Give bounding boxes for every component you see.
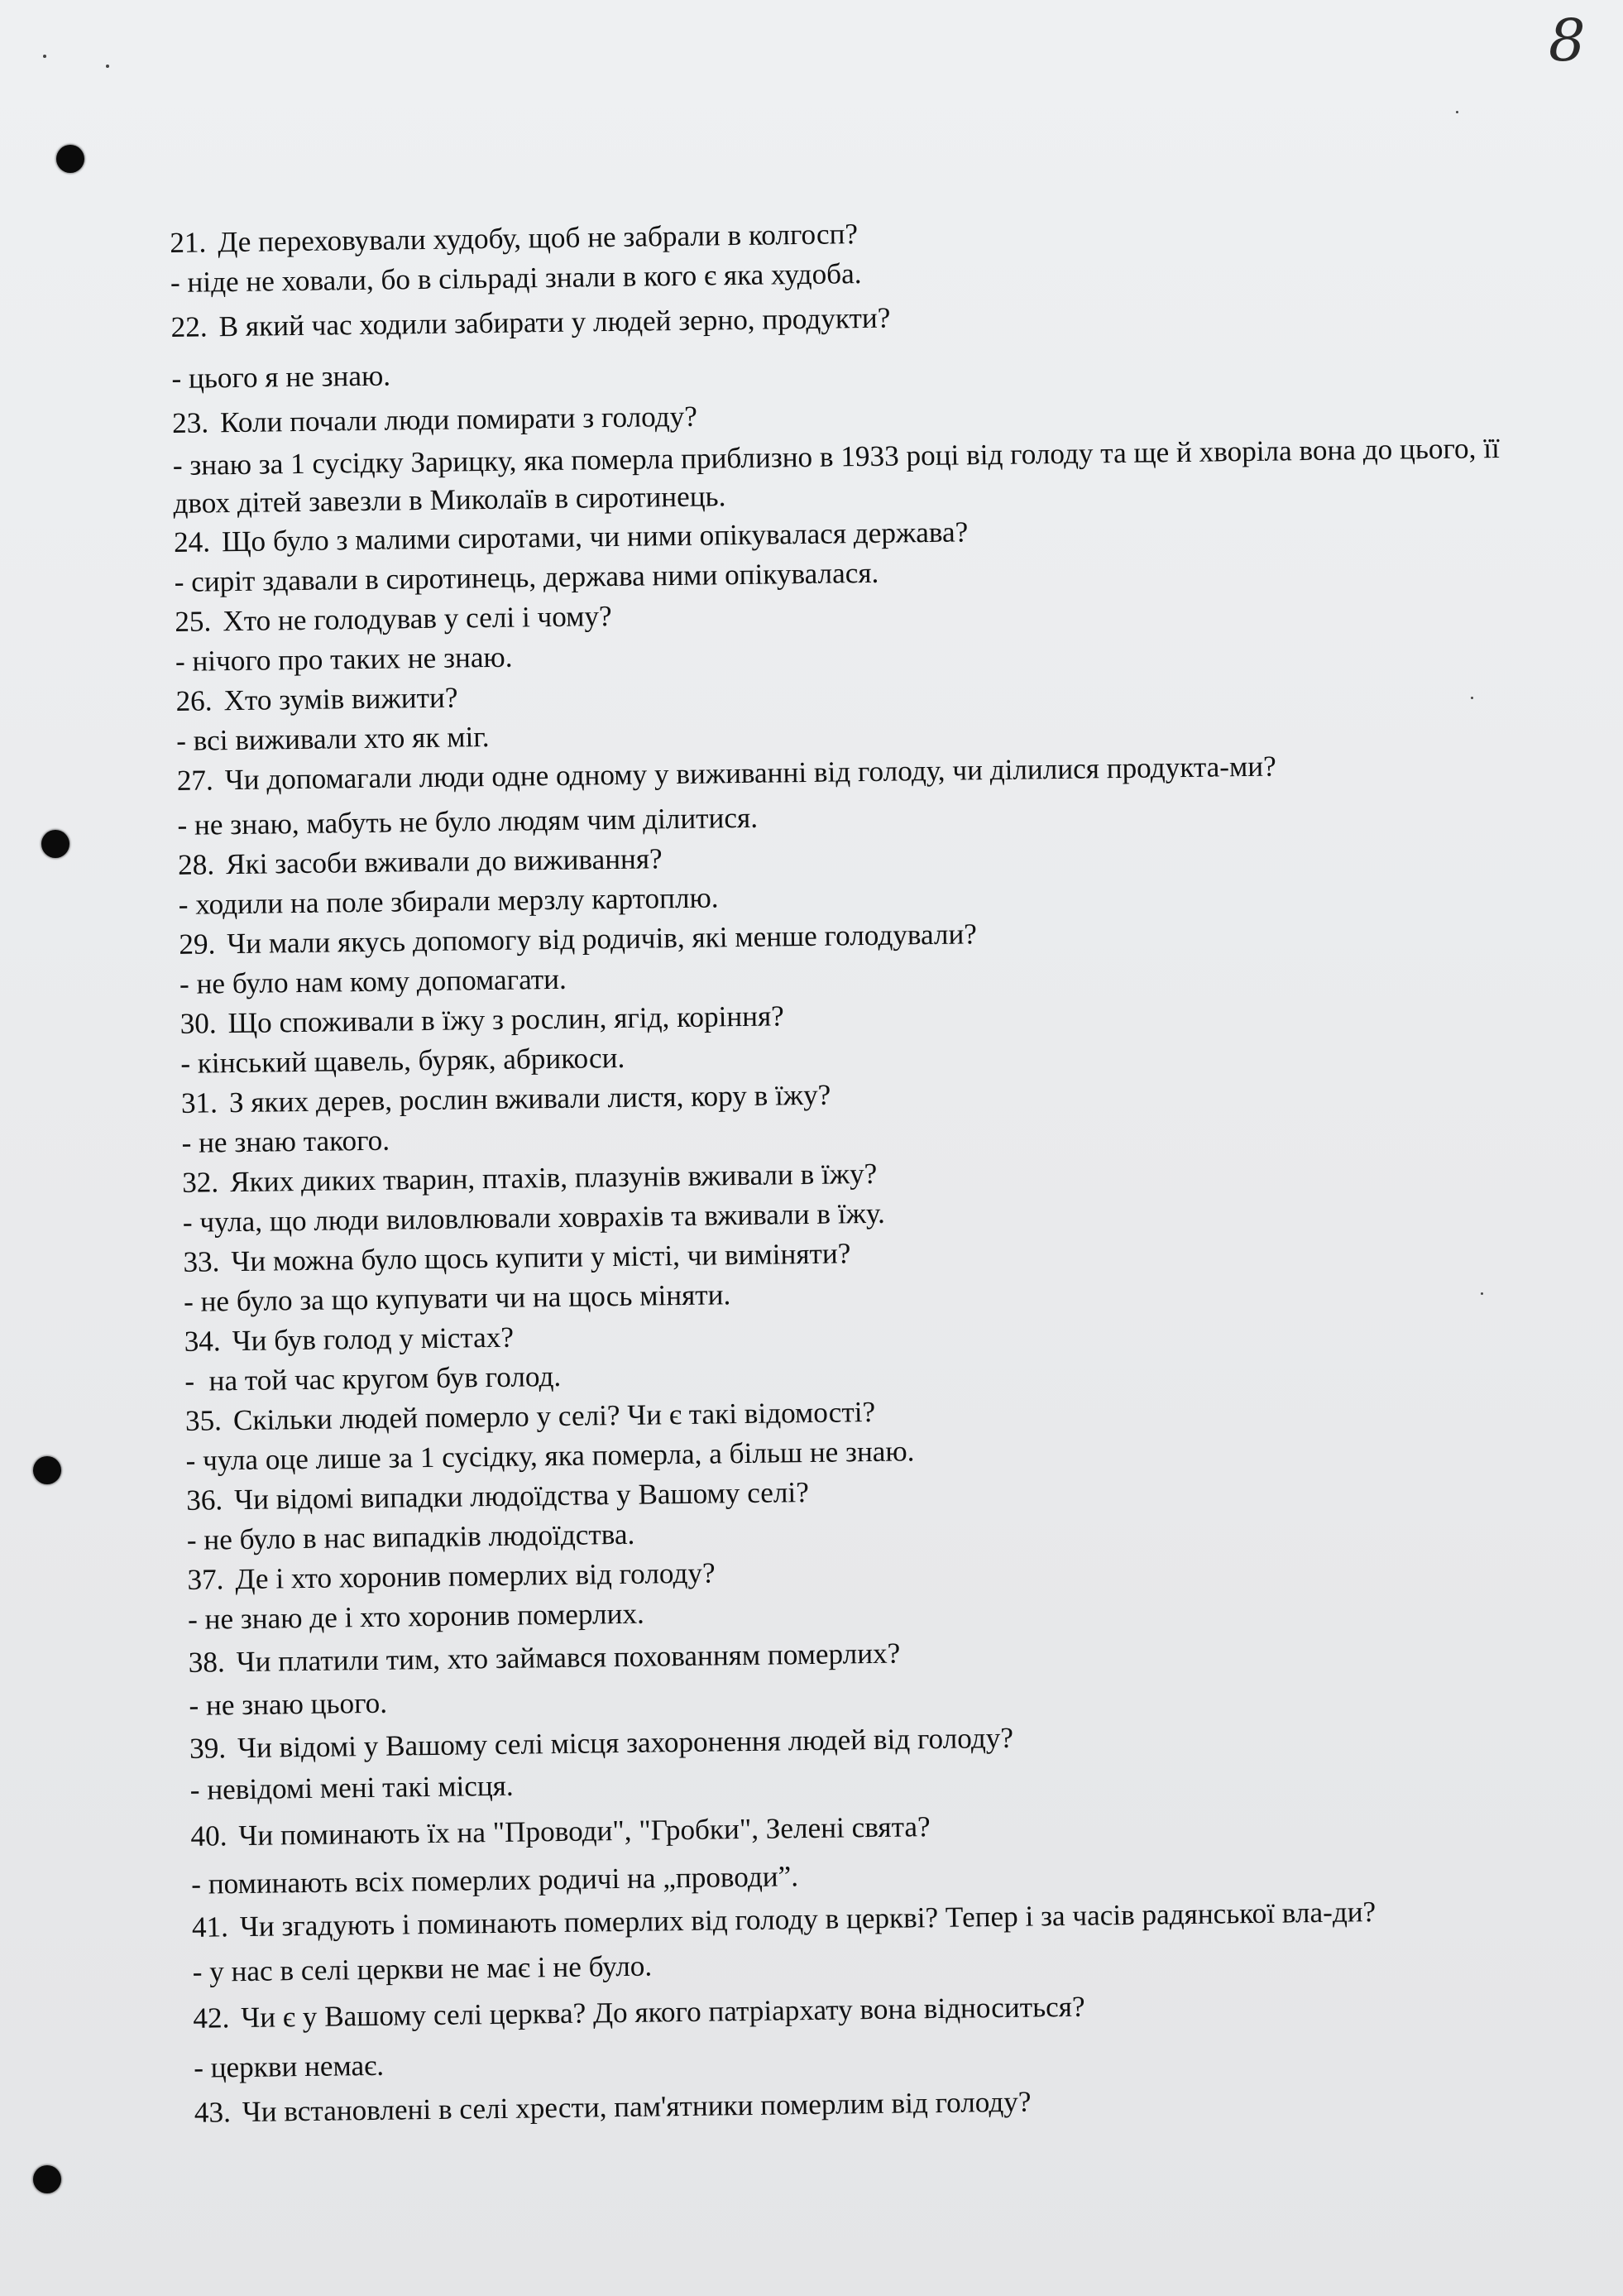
question-number: 30. bbox=[180, 1007, 217, 1040]
question-number: 34. bbox=[184, 1325, 221, 1358]
answer: - поминають всіх померлих родичі на „проводи”. bbox=[191, 1860, 799, 1901]
question-text: Чи платили тим, хто займався похованням померлих? bbox=[236, 1637, 901, 1679]
answer: - не знаю цього. bbox=[189, 1686, 388, 1722]
questionnaire-list bbox=[170, 205, 1584, 2133]
question-text: Чи відомі у Вашому селі місця захоронення людей від голоду? bbox=[237, 1721, 1014, 1765]
question-number: 41. bbox=[191, 1910, 229, 1944]
question-number: 37. bbox=[187, 1563, 224, 1596]
paper-speck bbox=[43, 55, 46, 58]
question-number: 39. bbox=[189, 1732, 227, 1765]
question-number: 40. bbox=[190, 1819, 227, 1853]
question-text: Що було з малими сиротами, чи ними опікувалася держава? bbox=[221, 515, 969, 558]
question-number: 36. bbox=[185, 1484, 223, 1517]
punch-hole-2 bbox=[41, 830, 69, 858]
question-number: 43. bbox=[194, 2096, 232, 2129]
question-text: Чи встановлені в селі хрести, пам'ятники померлим від голоду? bbox=[242, 2085, 1032, 2129]
question-text: Чи допомагали люди одне одному у виживанні від голоду, чи ділилися продукта-ми? bbox=[224, 750, 1276, 797]
question-number: 42. bbox=[193, 2001, 230, 2035]
question-number: 24. bbox=[173, 525, 211, 558]
question-number: 28. bbox=[177, 848, 215, 881]
question-text: З яких дерев, рослин вживали листя, кору в їжу? bbox=[228, 1078, 831, 1119]
questionnaire-item bbox=[188, 1625, 1578, 1726]
answer: - всі виживали хто як міг. bbox=[175, 720, 490, 757]
answer: - не було в нас випадків людоїдства. bbox=[186, 1517, 635, 1556]
question-text: Які засоби вживали до виживання? bbox=[225, 842, 663, 881]
question-number: 32. bbox=[181, 1166, 219, 1199]
question-text: Чи поминають їх на "Проводи", "Гробки", Зелені свята? bbox=[238, 1810, 931, 1853]
question-text: Хто зумів вижити? bbox=[223, 681, 458, 717]
paper-speck bbox=[1456, 111, 1458, 113]
punch-hole-3 bbox=[33, 1456, 61, 1484]
question-text: Яких диких тварин, птахів, плазунів вживали в їжу? bbox=[229, 1157, 878, 1199]
question-text: Чи можна було щось купити у місті, чи виміняти? bbox=[231, 1237, 851, 1278]
answer: - у нас в селі церкви не має і не було. bbox=[192, 1949, 653, 1988]
question-number: 26. bbox=[175, 684, 213, 717]
answer: - цього я не знаю. bbox=[171, 359, 391, 395]
answer: - невідомі мені такі місця. bbox=[189, 1769, 514, 1806]
question-text: Що споживали в їжу з рослин, ягід, коріння? bbox=[227, 999, 785, 1040]
question-text: Де переховували худобу, щоб не забрали в колгосп? bbox=[218, 218, 859, 259]
question-text: Скільки людей померло у селі? Чи є такі відомості? bbox=[232, 1395, 876, 1437]
answer: - не знаю, мабуть не було людям чим ділитися. bbox=[177, 801, 759, 841]
questionnaire-item bbox=[192, 1890, 1582, 1992]
question-text: Чи був голод у містах? bbox=[232, 1321, 515, 1358]
handwritten-page-number: 8 bbox=[1549, 7, 1586, 74]
answer: - не знаю такого. bbox=[181, 1124, 390, 1159]
answer: - церкви немає. bbox=[193, 2049, 385, 2084]
question-number: 25. bbox=[175, 605, 212, 638]
answer: - знаю за 1 сусідку Зарицку, яка померла приблизно в 1933 році від голоду та ще й хворіла вона до цього, її двох дітей завезли в Миколаїв в сиротинець. bbox=[172, 431, 1501, 520]
questionnaire-item bbox=[170, 290, 1561, 399]
questionnaire-item bbox=[190, 1799, 1581, 1905]
question-text: В який час ходили забирати у людей зерно, продукти? bbox=[218, 301, 891, 343]
answer: - чула оце лише за 1 сусідку, яка померла, а більш не знаю. bbox=[185, 1435, 915, 1477]
question-number: 38. bbox=[188, 1646, 226, 1679]
paper-speck bbox=[106, 65, 109, 68]
question-number: 33. bbox=[183, 1245, 220, 1278]
question-text: Чи мали якусь допомогу від родичів, які менше голодували? bbox=[227, 918, 978, 961]
questionnaire-item bbox=[172, 386, 1563, 523]
question-number: 23. bbox=[171, 406, 209, 439]
question-number: 31. bbox=[180, 1086, 218, 1119]
answer: - на той час кругом був голод. bbox=[184, 1359, 562, 1397]
questionnaire-item bbox=[193, 1981, 1583, 2088]
answer: - ніде не ховали, бо в сільраді знали в кого є яка худоба. bbox=[170, 257, 862, 299]
question-text: Коли почали люди помирати з голоду? bbox=[219, 400, 698, 439]
question-number: 35. bbox=[184, 1404, 223, 1437]
answer: - чула, що люди виловлювали ховрахів та вживали в їжу. bbox=[182, 1196, 886, 1239]
answer: - кінський щавель, буряк, абрикоси. bbox=[180, 1041, 625, 1080]
questionnaire-item bbox=[189, 1711, 1580, 1810]
question-text: Чи відомі випадки людоїдства у Вашому селі? bbox=[233, 1476, 810, 1517]
question-text: Чи згадують і поминають померлих від голоду в церкві? Тепер і за часів радянської вла-ди? bbox=[239, 1896, 1376, 1944]
answer: - не було за що купувати чи на щось міняти. bbox=[183, 1278, 731, 1318]
question-number: 21. bbox=[170, 226, 207, 259]
answer: - сиріт здавали в сиротинець, держава ними опікувалася. bbox=[174, 556, 879, 598]
question-number: 22. bbox=[170, 310, 208, 343]
question-text: Хто не голодував у селі і чому? bbox=[223, 600, 612, 638]
question-number: 29. bbox=[179, 928, 216, 961]
question-number: 27. bbox=[176, 764, 214, 797]
question-text: Чи є у Вашому селі церква? До якого патріархату вона відноситься? bbox=[241, 1990, 1085, 2035]
punch-hole-4 bbox=[33, 2165, 61, 2193]
question-text: Де і хто хоронив померлих від голоду? bbox=[235, 1556, 716, 1596]
answer: - ходили на поле збирали мерзлу картоплю. bbox=[178, 881, 719, 921]
answer: - не було нам кому допомагати. bbox=[179, 962, 567, 1000]
questionnaire-item bbox=[170, 205, 1560, 303]
punch-hole-1 bbox=[56, 145, 84, 173]
answer: - нічого про таких не знаю. bbox=[175, 640, 513, 678]
answer: - не знаю де і хто хоронив померлих. bbox=[187, 1597, 645, 1636]
questionnaire-item bbox=[187, 1542, 1578, 1640]
